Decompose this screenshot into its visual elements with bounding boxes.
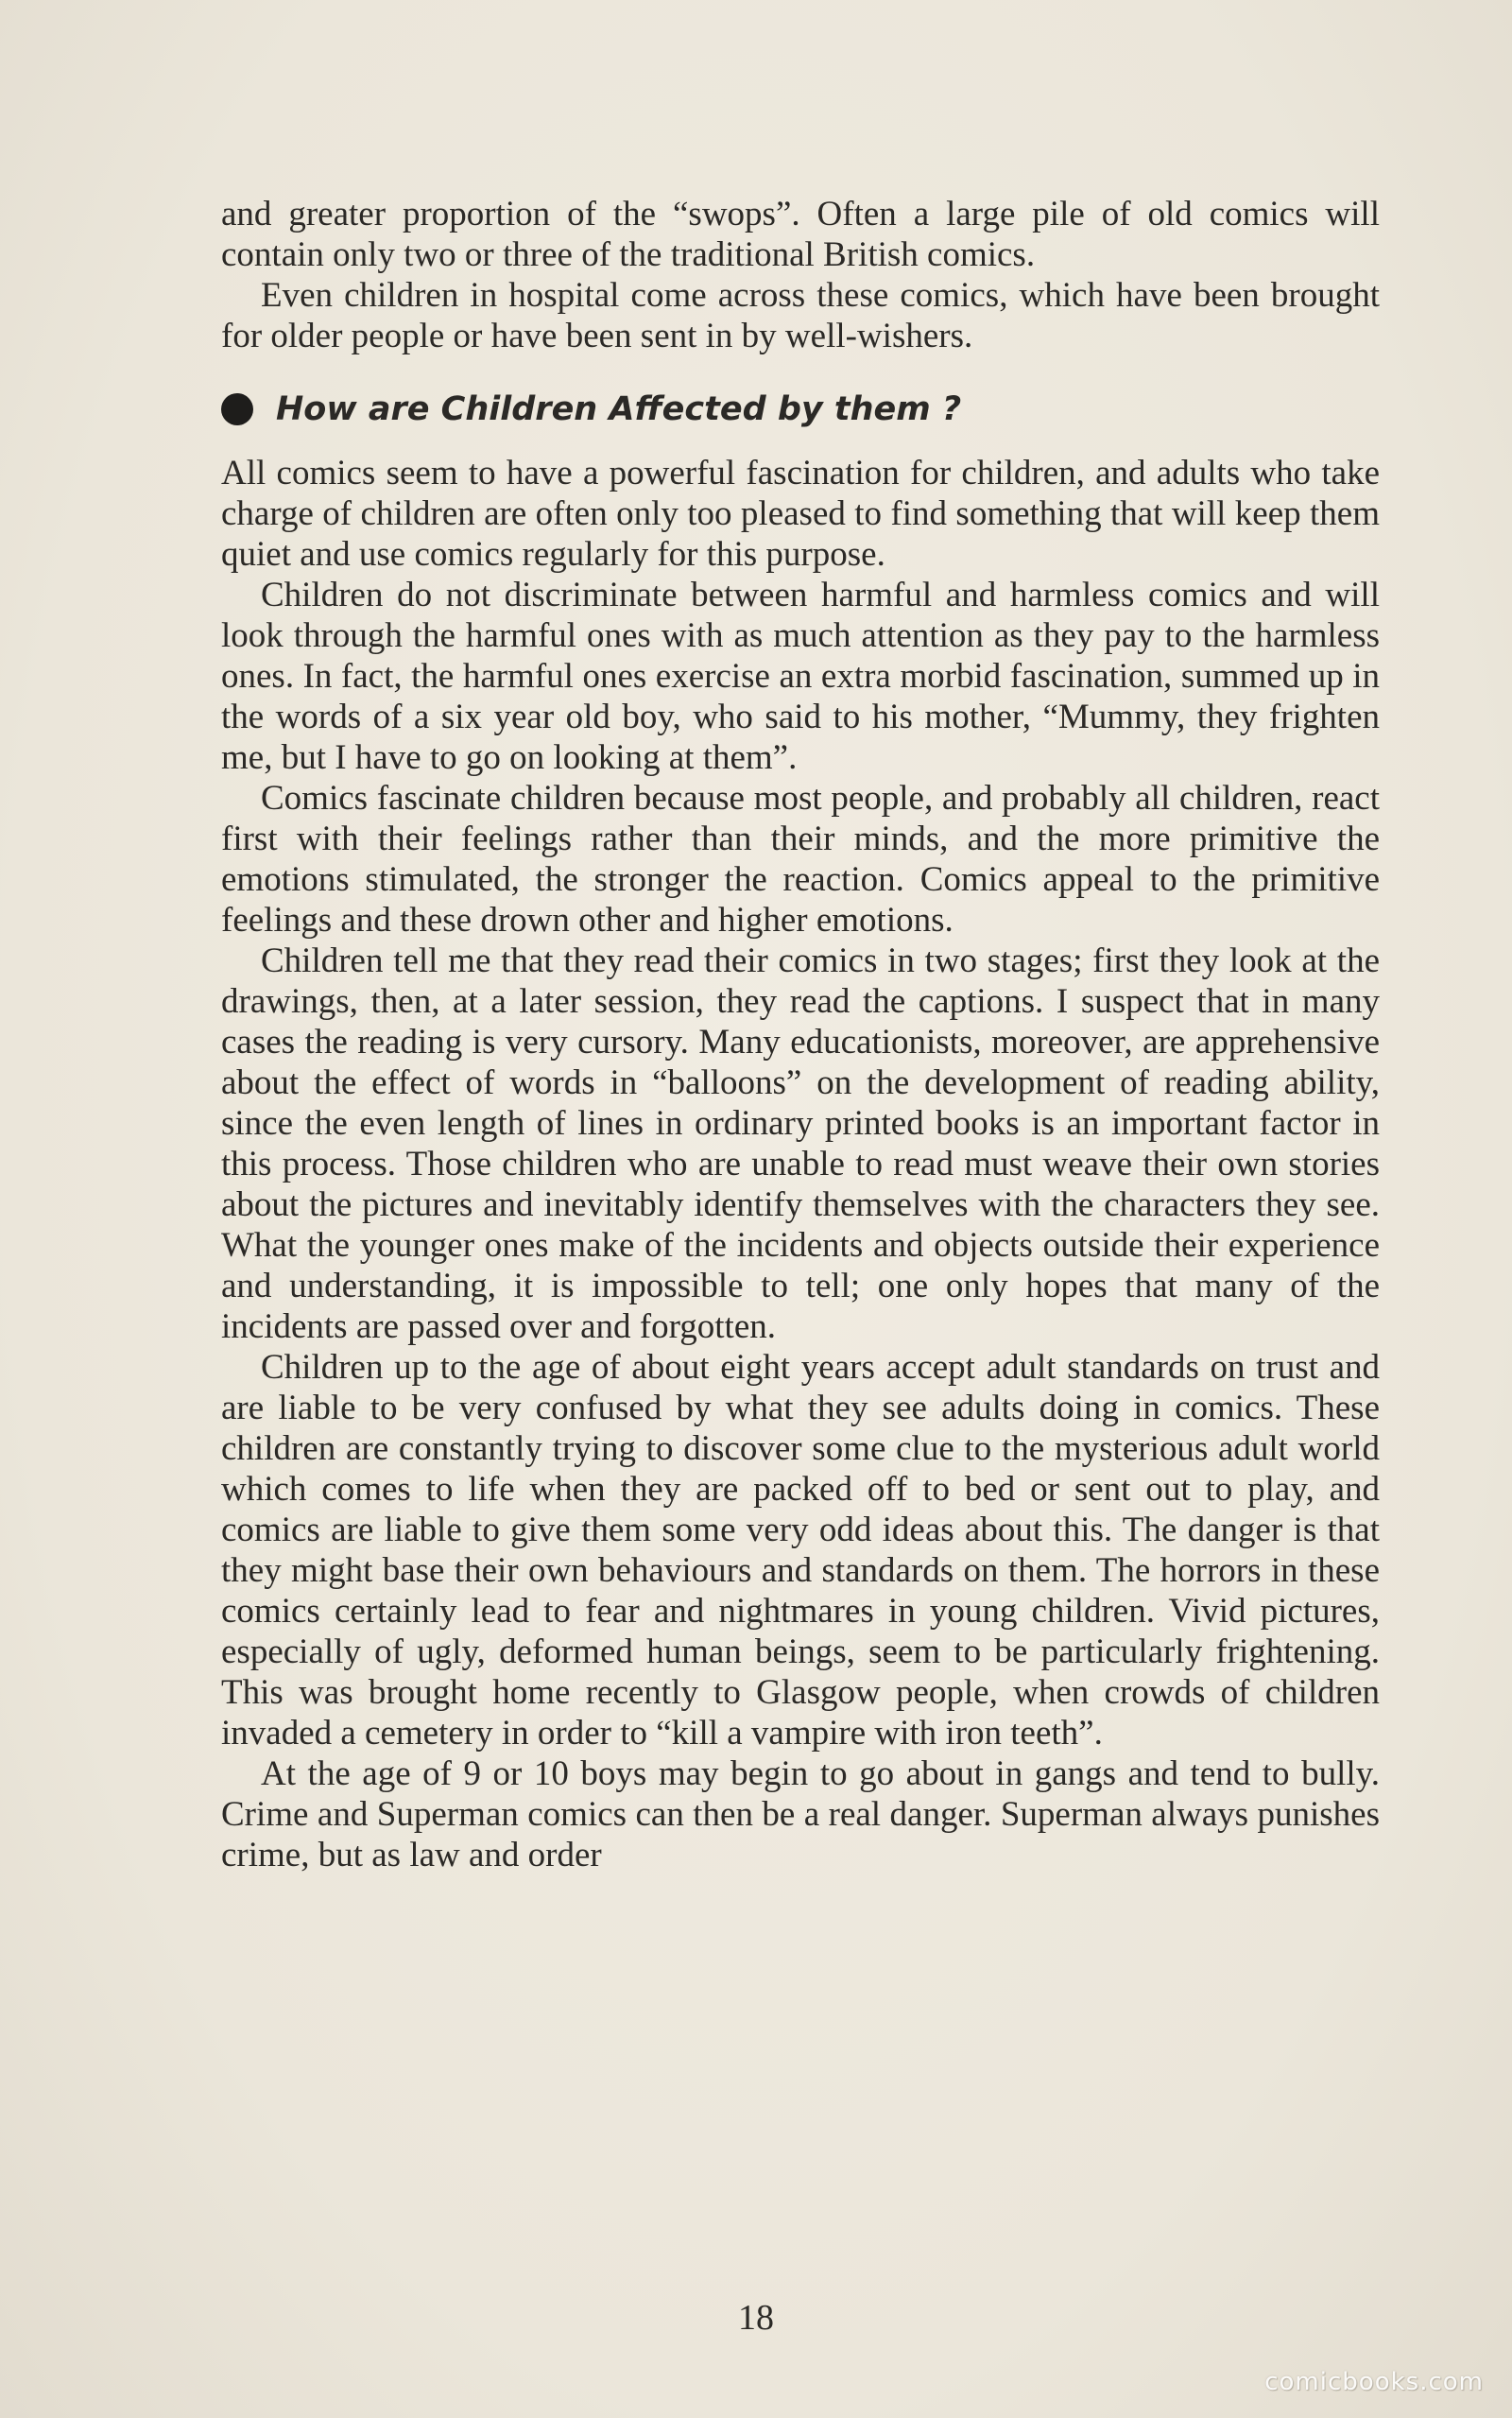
paragraph: At the age of 9 or 10 boys may begin to go about in gangs and tend to bully. Crime and Superman comics can then be a real danger. Superman always punishes crime, but as law and order (221, 1754, 1380, 1874)
section-heading-text: How are Children Affected by them ? (276, 390, 962, 428)
bullet-icon (221, 393, 253, 425)
page-number: 18 (738, 2298, 774, 2338)
paragraph: Children up to the age of about eight years accept adult standards on trust and are liable to be very confused by what they see adults doing in comics. These children are constantly trying to discover some clue to the mysterious adult world which comes to life when they are packed off to bed or sent out to play, and comics are liable to give them some very odd ideas about this. The danger is that they might base their own behaviours and standards on them. The horrors in these comics certainly lead to fear and nightmares in young children. Vivid pictures, especially of ugly, deformed human beings, seem to be particularly frightening. This was brought home recently to Glasgow people, when crowds of children invaded a cemetery in order to “kill a vampire with iron teeth”. (221, 1348, 1380, 1753)
paragraph: Comics fascinate children because most people, and probably all children, react first with their feelings rather than their minds, and the more primitive the emotions stimulated, the stronger the reaction. Comics appeal to the primitive feelings and these drown other and higher emotions. (221, 779, 1380, 940)
page-body (221, 194, 1380, 1875)
paragraph: Children do not discriminate between harmful and harmless comics and will look through the harmful ones with as much attention as they pay to the harmless ones. In fact, the harmful ones exercise an extra morbid fascination, summed up in the words of a six year old boy, who said to his mother, “Mummy, they frighten me, but I have to go on looking at them”. (221, 576, 1380, 777)
paragraph: Children tell me that they read their comics in two stages; first they look at the drawings, then, at a later session, they read the captions. I suspect that in many cases the reading is very cursory. Many educationists, moreover, are apprehensive about the effect of words in “balloons” on the development of reading ability, since the even length of lines in ordinary printed books is an important factor in this process. Those children who are unable to read must weave their own stories about the pictures and inevitably identify themselves with the characters they see. What the younger ones make of the incidents and objects outside their experience and understanding, it is impossible to tell; one only hopes that many of the incidents are passed over and forgotten. (221, 941, 1380, 1346)
watermark: comicbooks.com (1264, 2368, 1484, 2396)
section-heading (221, 389, 1380, 430)
paragraph: All comics seem to have a powerful fascination for children, and adults who take charge of children are often only too pleased to find something that will keep them quiet and use comics regularly for this purpose. (221, 454, 1380, 574)
paragraph: Even children in hospital come across these comics, which have been brought for older people or have been sent in by well-wishers. (221, 276, 1380, 355)
paragraph-continued: and greater proportion of the “swops”. Often a large pile of old comics will contain only two or three of the traditional British comics. (221, 195, 1380, 274)
